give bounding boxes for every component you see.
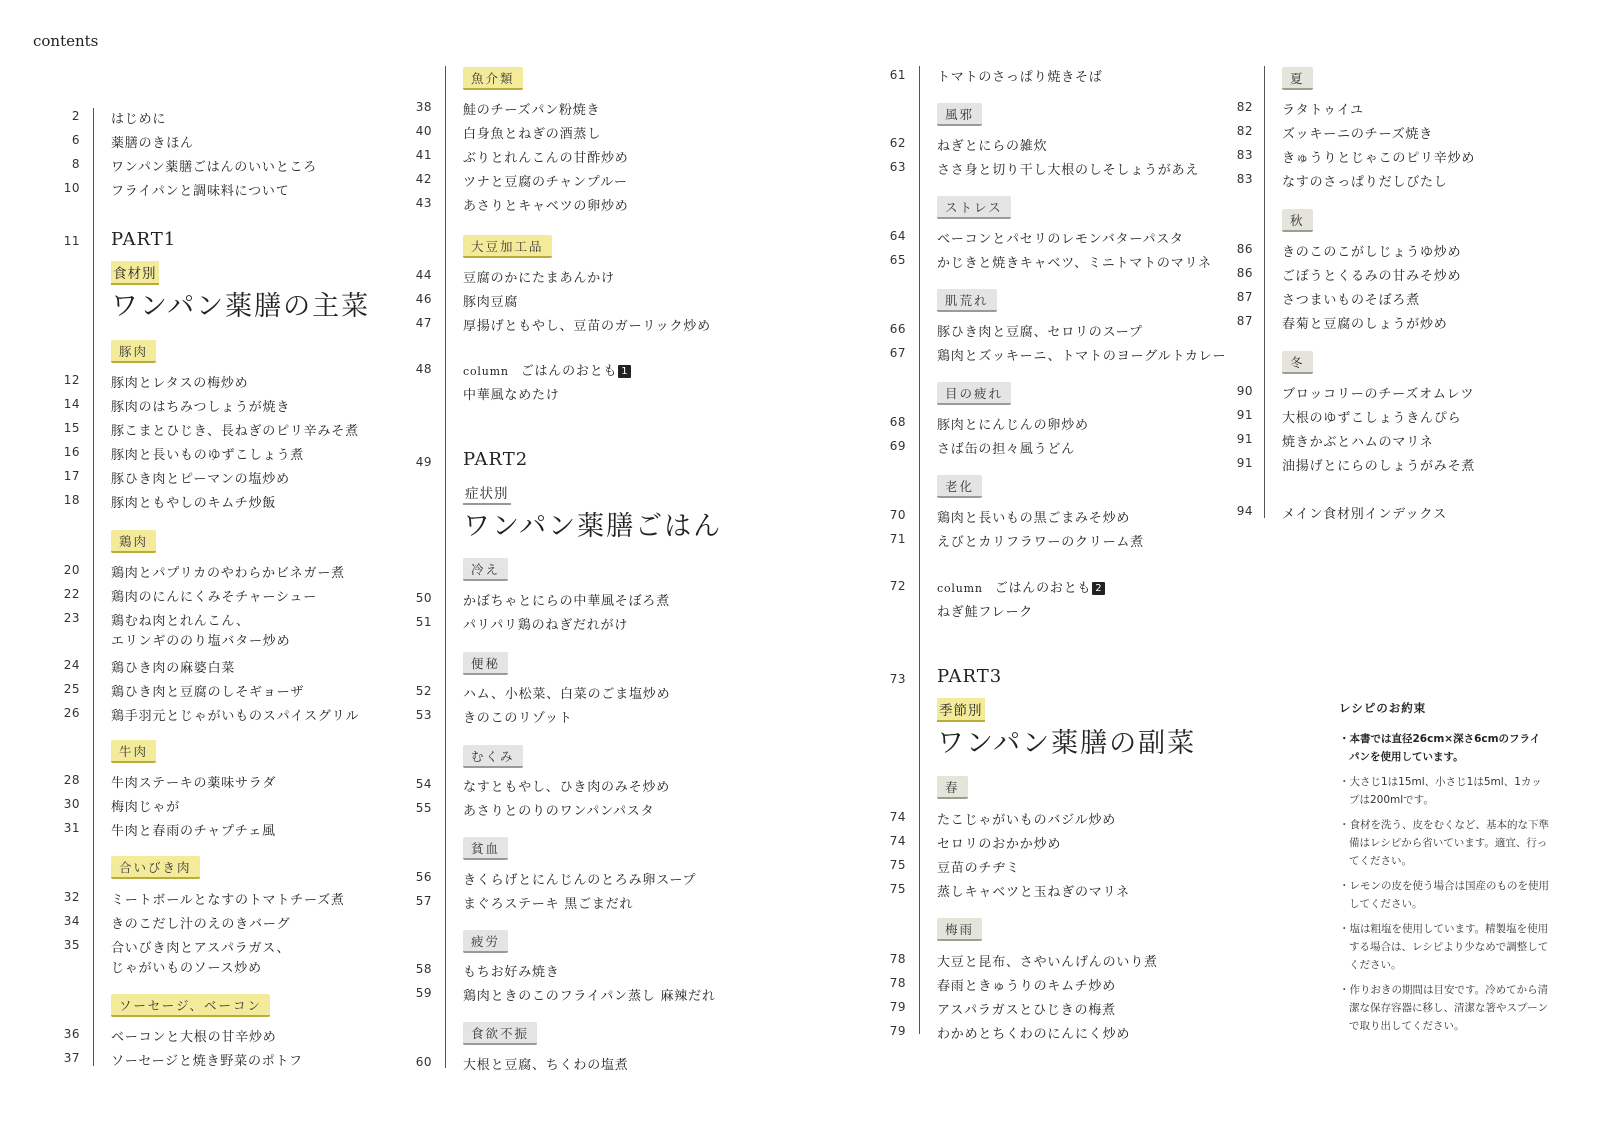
page-number: 78	[889, 976, 906, 990]
page-number: 18	[63, 493, 80, 507]
toc-entry[interactable]: かぼちゃとにらの中華風そぼろ煮	[463, 594, 671, 609]
toc-entry[interactable]: 白身魚とねぎの酒蒸し	[463, 127, 602, 142]
toc-entry[interactable]: ベーコンとパセリのレモンバターパスタ	[937, 232, 1184, 247]
page-number: 86	[1236, 266, 1253, 280]
page-number: 79	[889, 1000, 906, 1014]
toc-entry[interactable]: 鶏むね肉とれんこん、	[111, 614, 250, 629]
toc-entry[interactable]: 鶏肉とパプリカのやわらかビネガー煮	[111, 566, 345, 581]
page-number: 74	[889, 810, 906, 824]
page-number: 15	[63, 421, 80, 435]
page-number: 83	[1236, 148, 1253, 162]
toc-entry[interactable]: きゅうりとじゃこのピリ辛炒め	[1282, 151, 1476, 166]
toc-entry[interactable]: 焼きかぶとハムのマリネ	[1282, 435, 1434, 450]
column-title: ごはんのおとも	[520, 364, 618, 379]
toc-entry[interactable]: 鶏ひき肉と豆腐のしそギョーザ	[111, 685, 305, 700]
page-number: 62	[889, 136, 906, 150]
page-number: 49	[415, 455, 432, 469]
recipe-notes	[1339, 700, 1549, 1042]
toc-entry[interactable]: セロリのおかか炒め	[937, 837, 1062, 852]
category-badge: 梅雨	[937, 918, 982, 941]
column-divider	[1264, 66, 1265, 518]
toc-entry[interactable]: メイン食材別インデックス	[1282, 507, 1447, 522]
page-number: 59	[415, 986, 432, 1000]
toc-entry[interactable]: 豆苗のチヂミ	[937, 861, 1020, 876]
column-divider	[93, 108, 94, 1066]
toc-entry[interactable]: 鮭のチーズパン粉焼き	[463, 103, 601, 118]
page-number: 78	[889, 952, 906, 966]
page-number: 46	[415, 292, 432, 306]
page-number: 34	[63, 914, 80, 928]
column-entry[interactable]	[463, 360, 631, 379]
page-number: 47	[415, 316, 432, 330]
toc-entry[interactable]: 梅肉じゃが	[111, 800, 181, 815]
toc-entry[interactable]: トマトのさっぱり焼きそば	[937, 70, 1103, 85]
toc-entry[interactable]: 豚ひき肉とピーマンの塩炒め	[111, 472, 290, 487]
toc-entry[interactable]: 豚肉とにんじんの卵炒め	[937, 418, 1089, 433]
page-number: 90	[1236, 384, 1253, 398]
page-number: 86	[1236, 242, 1253, 256]
toc-entry[interactable]: なすともやし、ひき肉のみそ炒め	[463, 780, 671, 795]
toc-entry[interactable]: 春雨ときゅうりのキムチ炒め	[937, 979, 1117, 994]
toc-entry[interactable]: ぶりとれんこんの甘酢炒め	[463, 151, 629, 166]
part-title[interactable]: ワンパン薬膳ごはん	[463, 511, 723, 542]
category-badge: むくみ	[463, 745, 523, 768]
category-badge: 秋	[1282, 209, 1313, 232]
category-badge: 風邪	[937, 103, 982, 126]
page-number: 82	[1236, 124, 1253, 138]
toc-entry[interactable]: 春菊と豆腐のしょうが炒め	[1282, 317, 1448, 332]
page-number: 12	[63, 373, 80, 387]
toc-entry[interactable]: 油揚げとにらのしょうがみそ煮	[1282, 459, 1476, 474]
toc-entry[interactable]: 鶏肉ときのこのフライパン蒸し 麻辣だれ	[463, 989, 716, 1004]
page-number: 65	[889, 253, 906, 267]
category-badge: 鶏肉	[111, 530, 156, 553]
page-number: 94	[1236, 504, 1253, 518]
toc-entry[interactable]: パリパリ鶏のねぎだれがけ	[463, 618, 629, 633]
toc-entry[interactable]: ブロッコリーのチーズオムレツ	[1282, 387, 1475, 402]
toc-entry[interactable]: 豚肉と長いものゆずこしょう煮	[111, 448, 305, 463]
page-number: 61	[889, 68, 906, 82]
part-label: PART2	[463, 449, 529, 470]
part-title[interactable]: ワンパン薬膳の副菜	[937, 728, 1197, 759]
toc-entry[interactable]: 鶏肉とズッキーニ、トマトのヨーグルトカレー	[937, 349, 1227, 364]
toc-entry[interactable]: 鶏手羽元とじゃがいものスパイスグリル	[111, 709, 360, 724]
column-divider	[919, 66, 920, 1034]
page-number: 66	[889, 322, 906, 336]
page-number: 63	[889, 160, 906, 174]
part-subtitle: 症状別	[463, 481, 511, 505]
part-label: PART3	[937, 666, 1003, 687]
toc-entry[interactable]: きくらげとにんじんのとろみ卵スープ	[463, 873, 697, 888]
category-badge: 魚介類	[463, 67, 523, 90]
column-number-badge: 2	[1092, 582, 1105, 595]
toc-entry[interactable]: 鶏肉と長いもの黒ごまみそ炒め	[937, 511, 1131, 526]
toc-entry[interactable]: ささ身と切り干し大根のしそしょうがあえ	[937, 163, 1200, 178]
page-number: 40	[415, 124, 432, 138]
category-badge: 春	[937, 776, 968, 799]
page-number: 2	[71, 109, 80, 123]
toc-entry[interactable]: ごぼうとくるみの甘みそ炒め	[1282, 269, 1462, 284]
page-number: 67	[889, 346, 906, 360]
toc-entry[interactable]: 牛肉と春雨のチャプチェ風	[111, 824, 276, 839]
toc-entry[interactable]: たこじゃがいものバジル炒め	[937, 813, 1117, 828]
page-number: 38	[415, 100, 432, 114]
category-badge: ストレス	[937, 196, 1011, 219]
toc-entry[interactable]: 中華風なめたけ	[463, 388, 560, 403]
page-number: 26	[63, 706, 80, 720]
toc-entry[interactable]: きのこのこがしじょうゆ炒め	[1282, 245, 1462, 260]
page-number: 20	[63, 563, 80, 577]
page-number: 48	[415, 362, 432, 376]
page-number: 69	[889, 439, 906, 453]
toc-entry[interactable]: 豚肉とレタスの梅炒め	[111, 376, 249, 391]
column-word: column	[937, 582, 983, 595]
note-item: ・食材を洗う、皮をむくなど、基本的な下準備はレシピから省いています。適宜、行ってください。	[1339, 819, 1549, 867]
page-number: 64	[889, 229, 906, 243]
page-number: 44	[415, 268, 432, 282]
category-badge: 豚肉	[111, 340, 156, 363]
toc-entry[interactable]: えびとカリフラワーのクリーム煮	[937, 535, 1145, 550]
toc-entry-continued[interactable]: エリンギののり塩バター炒め	[111, 634, 291, 649]
page-number: 16	[63, 445, 80, 459]
toc-entry[interactable]: 蒸しキャベツと玉ねぎのマリネ	[937, 885, 1130, 900]
category-badge: 大豆加工品	[463, 235, 552, 258]
toc-entry[interactable]: ツナと豆腐のチャンプルー	[463, 175, 628, 190]
toc-entry[interactable]: さつまいものそぼろ煮	[1282, 293, 1421, 308]
toc-entry[interactable]: 厚揚げともやし、豆苗のガーリック炒め	[463, 319, 711, 334]
column-entry[interactable]	[937, 577, 1105, 596]
page-number: 74	[889, 834, 906, 848]
page-number: 43	[415, 196, 432, 210]
page-number: 24	[63, 658, 80, 672]
page-number: 22	[63, 587, 80, 601]
category-badge: 便秘	[463, 652, 508, 675]
page-header: contents	[33, 32, 99, 50]
part-subtitle: 季節別	[937, 698, 985, 722]
part-subtitle: 食材別	[111, 261, 159, 285]
page-number: 30	[63, 797, 80, 811]
page-number: 32	[63, 890, 80, 904]
toc-entry[interactable]: ベーコンと大根の甘辛炒め	[111, 1030, 277, 1045]
toc-entry[interactable]: ラタトゥイユ	[1282, 103, 1364, 118]
toc-entry[interactable]: 豚肉のはちみつしょうが焼き	[111, 400, 291, 415]
toc-entry[interactable]: アスパラガスとひじきの梅煮	[937, 1003, 1116, 1018]
category-badge: 夏	[1282, 67, 1313, 90]
toc-entry[interactable]: ねぎとにらの雑炊	[937, 139, 1048, 154]
page-number: 10	[63, 181, 80, 195]
page-number: 73	[889, 672, 906, 686]
page-number: 82	[1236, 100, 1253, 114]
toc-entry[interactable]: 豚ひき肉と豆腐、セロリのスープ	[937, 325, 1143, 340]
note-item: ・作りおきの期間は目安です。冷めてから清潔な保存容器に移し、清潔な箸やスプーンで取り出してください。	[1339, 984, 1549, 1032]
page-number: 53	[415, 708, 432, 722]
category-badge: 疲労	[463, 930, 508, 953]
page-number: 57	[415, 894, 432, 908]
category-badge: 肌荒れ	[937, 289, 997, 312]
toc-entry[interactable]: あさりとキャベツの卵炒め	[463, 199, 629, 214]
category-badge: 目の疲れ	[937, 382, 1011, 405]
toc-entry[interactable]: 大根と豆腐、ちくわの塩煮	[463, 1058, 629, 1073]
page-number: 25	[63, 682, 80, 696]
category-badge: 牛肉	[111, 740, 156, 763]
toc-entry[interactable]: ハム、小松菜、白菜のごま塩炒め	[463, 687, 671, 702]
toc-entry[interactable]: フライパンと調味料について	[111, 184, 290, 199]
page-number: 91	[1236, 456, 1253, 470]
page-number: 54	[415, 777, 432, 791]
note-item: ・大さじ1は15ml、小さじ1は5ml、1カップは200mlです。	[1339, 776, 1542, 806]
part-title[interactable]: ワンパン薬膳の主菜	[111, 291, 371, 322]
notes-title: レシピのお約束	[1339, 701, 1427, 715]
page-number: 52	[415, 684, 432, 698]
page-number: 55	[415, 801, 432, 815]
page-number: 56	[415, 870, 432, 884]
page-number: 35	[63, 938, 80, 952]
toc-entry[interactable]: はじめに	[111, 112, 167, 127]
page-number: 70	[889, 508, 906, 522]
page-number: 23	[63, 611, 80, 625]
category-badge: 老化	[937, 475, 982, 498]
note-item: ・本書では直径26cm×深さ6cmのフライパンを使用しています。	[1339, 733, 1541, 763]
page-number: 68	[889, 415, 906, 429]
toc-entry[interactable]: さば缶の担々風うどん	[937, 442, 1076, 457]
page-number: 50	[415, 591, 432, 605]
page-number: 87	[1236, 290, 1253, 304]
toc-entry[interactable]: 合いびき肉とアスパラガス、	[111, 941, 291, 956]
category-badge: ソーセージ、ベーコン	[111, 994, 270, 1017]
column-divider	[445, 66, 446, 1068]
page-number: 6	[71, 133, 80, 147]
note-item: ・塩は粗塩を使用しています。精製塩を使用する場合は、レシピより少なめで調整してください。	[1339, 923, 1549, 971]
toc-entry[interactable]: もちお好み焼き	[463, 965, 560, 980]
page-number: 51	[415, 615, 432, 629]
toc-entry[interactable]: 鶏肉のにんにくみそチャーシュー	[111, 590, 318, 605]
toc-entry[interactable]: ソーセージと焼き野菜のポトフ	[111, 1054, 303, 1069]
toc-entry[interactable]: なすのさっぱりだしびたし	[1282, 175, 1448, 190]
toc-entry[interactable]: 薬膳のきほん	[111, 136, 194, 151]
toc-entry[interactable]: 豚こまとひじき、長ねぎのピリ辛みそ煮	[111, 424, 359, 439]
toc-entry[interactable]: あさりとのりのワンパンパスタ	[463, 804, 655, 819]
category-badge: 貧血	[463, 837, 508, 860]
page-number: 75	[889, 858, 906, 872]
note-item: ・レモンの皮を使う場合は国産のものを使用してください。	[1339, 880, 1549, 910]
page-number: 58	[415, 962, 432, 976]
page-number: 37	[63, 1051, 80, 1065]
column-word: column	[463, 365, 509, 378]
page-number: 36	[63, 1027, 80, 1041]
page-number: 71	[889, 532, 906, 546]
toc-entry[interactable]: 大豆と昆布、さやいんげんのいり煮	[937, 955, 1158, 970]
toc-entry[interactable]: まぐろステーキ 黒ごまだれ	[463, 897, 634, 912]
category-badge: 冷え	[463, 558, 508, 581]
category-badge: 食欲不振	[463, 1022, 537, 1045]
page-number: 83	[1236, 172, 1253, 186]
toc-entry[interactable]: ズッキーニのチーズ焼き	[1282, 127, 1434, 142]
toc-entry[interactable]: 鶏ひき肉の麻婆白菜	[111, 661, 236, 676]
page-number: 91	[1236, 432, 1253, 446]
page-number: 14	[63, 397, 80, 411]
toc-entry[interactable]: 豚肉豆腐	[463, 295, 519, 310]
toc-entry[interactable]: 豚肉ともやしのキムチ炒飯	[111, 496, 277, 511]
page-number: 79	[889, 1024, 906, 1038]
toc-entry[interactable]: きのこのリゾット	[463, 711, 573, 726]
toc-entry[interactable]: かじきと焼きキャベツ、ミニトマトのマリネ	[937, 256, 1212, 271]
page-number: 31	[63, 821, 80, 835]
toc-entry-continued[interactable]: じゃがいものソース炒め	[111, 961, 262, 976]
page-number: 17	[63, 469, 80, 483]
toc-entry[interactable]: ねぎ鮭フレーク	[937, 605, 1034, 620]
page-number: 60	[415, 1055, 432, 1069]
toc-entry[interactable]: ミートボールとなすのトマトチーズ煮	[111, 893, 345, 908]
page-number: 72	[889, 579, 906, 593]
toc-entry[interactable]: わかめとちくわのにんにく炒め	[937, 1027, 1131, 1042]
toc-entry[interactable]: 牛肉ステーキの薬味サラダ	[111, 776, 277, 791]
page-number: 42	[415, 172, 432, 186]
page-number: 41	[415, 148, 432, 162]
category-badge: 冬	[1282, 351, 1313, 374]
page-number: 8	[71, 157, 80, 171]
page-number: 11	[63, 234, 80, 248]
toc-entry[interactable]: きのこだし汁のえのきバーグ	[111, 917, 291, 932]
part-label: PART1	[111, 229, 177, 250]
page-number: 91	[1236, 408, 1253, 422]
column-title: ごはんのおとも	[994, 581, 1092, 596]
toc-entry[interactable]: ワンパン薬膳ごはんのいいところ	[111, 160, 318, 175]
column-number-badge: 1	[618, 365, 631, 378]
toc-entry[interactable]: 豆腐のかにたまあんかけ	[463, 271, 615, 286]
page-number: 87	[1236, 314, 1253, 328]
page-number: 28	[63, 773, 80, 787]
page-number: 75	[889, 882, 906, 896]
toc-entry[interactable]: 大根のゆずこしょうきんぴら	[1282, 411, 1462, 426]
category-badge: 合いびき肉	[111, 856, 200, 879]
